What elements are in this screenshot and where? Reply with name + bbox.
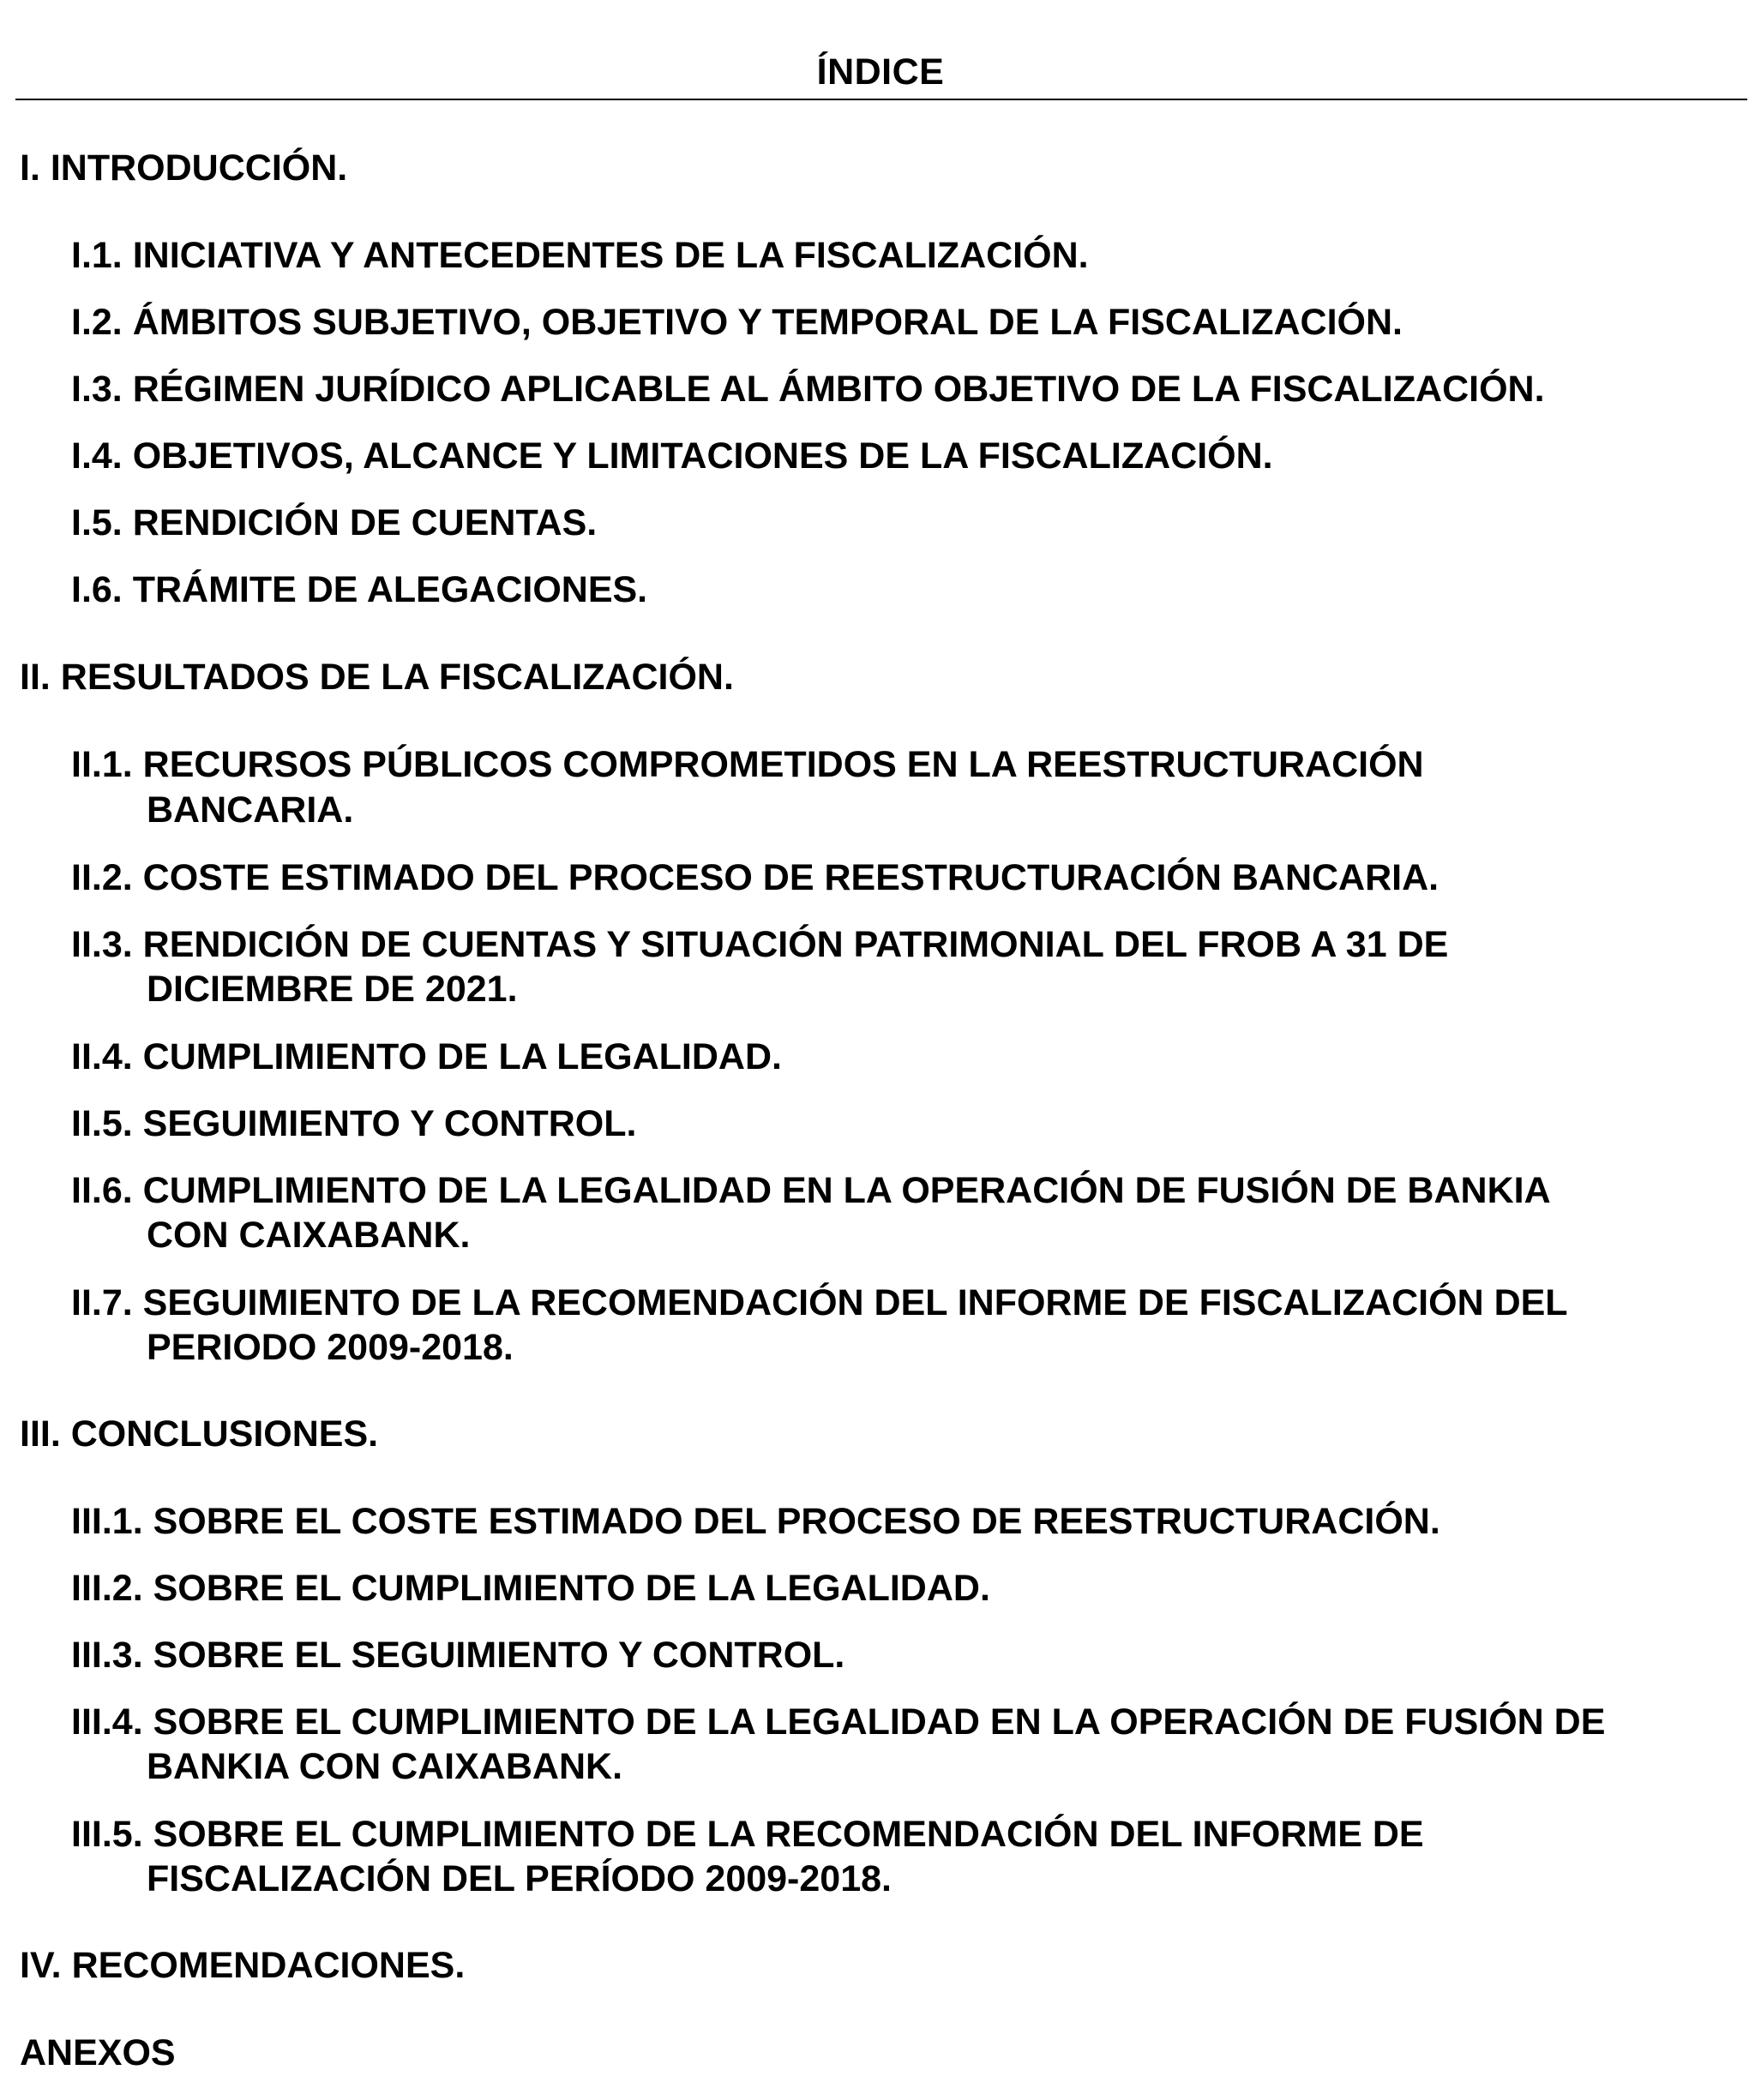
title-underline	[15, 99, 1747, 100]
toc-item-2-5[interactable]: II.5. SEGUIMIENTO Y CONTROL.	[71, 1103, 637, 1144]
toc-section-3[interactable]: III. CONCLUSIONES.	[20, 1413, 379, 1455]
toc-item-3-5-continuation[interactable]: FISCALIZACIÓN DEL PERÍODO 2009-2018.	[147, 1858, 892, 1899]
toc-item-2-4[interactable]: II.4. CUMPLIMIENTO DE LA LEGALIDAD.	[71, 1036, 782, 1077]
toc-item-2-6[interactable]: II.6. CUMPLIMIENTO DE LA LEGALIDAD EN LA OPERACIÓN DE FUSIÓN DE BANKIA	[71, 1170, 1551, 1211]
toc-item-1-3[interactable]: I.3. RÉGIMEN JURÍDICO APLICABLE AL ÁMBITO OBJETIVO DE LA FISCALIZACIÓN.	[71, 369, 1545, 410]
toc-item-2-3-continuation[interactable]: DICIEMBRE DE 2021.	[147, 969, 518, 1010]
toc-section-2[interactable]: II. RESULTADOS DE LA FISCALIZACIÓN.	[20, 657, 734, 698]
toc-item-2-6-continuation[interactable]: CON CAIXABANK.	[147, 1215, 471, 1256]
toc-item-3-3[interactable]: III.3. SOBRE EL SEGUIMIENTO Y CONTROL.	[71, 1635, 845, 1676]
toc-item-1-4[interactable]: I.4. OBJETIVOS, ALCANCE Y LIMITACIONES DE LA FISCALIZACIÓN.	[71, 435, 1273, 477]
toc-item-3-5[interactable]: III.5. SOBRE EL CUMPLIMIENTO DE LA RECOMENDACIÓN DEL INFORME DE	[71, 1814, 1424, 1855]
toc-item-2-2[interactable]: II.2. COSTE ESTIMADO DEL PROCESO DE REESTRUCTURACIÓN BANCARIA.	[71, 857, 1439, 898]
toc-item-1-5[interactable]: I.5. RENDICIÓN DE CUENTAS.	[71, 502, 598, 543]
page-title: ÍNDICE	[816, 51, 945, 93]
toc-section-1[interactable]: I. INTRODUCCIÓN.	[20, 147, 348, 189]
toc-item-1-6[interactable]: I.6. TRÁMITE DE ALEGACIONES.	[71, 569, 648, 610]
toc-item-1-1[interactable]: I.1. INICIATIVA Y ANTECEDENTES DE LA FISCALIZACIÓN.	[71, 235, 1089, 276]
toc-item-1-2[interactable]: I.2. ÁMBITOS SUBJETIVO, OBJETIVO Y TEMPORAL DE LA FISCALIZACIÓN.	[71, 302, 1403, 343]
toc-item-2-7-continuation[interactable]: PERIODO 2009-2018.	[147, 1327, 514, 1368]
toc-section-annexes[interactable]: ANEXOS	[20, 2032, 176, 2073]
toc-item-2-1[interactable]: II.1. RECURSOS PÚBLICOS COMPROMETIDOS EN LA REESTRUCTURACIÓN	[71, 744, 1424, 785]
toc-item-3-1[interactable]: III.1. SOBRE EL COSTE ESTIMADO DEL PROCESO DE REESTRUCTURACIÓN.	[71, 1501, 1440, 1542]
toc-item-3-2[interactable]: III.2. SOBRE EL CUMPLIMIENTO DE LA LEGALIDAD.	[71, 1568, 990, 1609]
toc-item-2-7[interactable]: II.7. SEGUIMIENTO DE LA RECOMENDACIÓN DEL INFORME DE FISCALIZACIÓN DEL	[71, 1282, 1568, 1323]
toc-item-3-4-continuation[interactable]: BANKIA CON CAIXABANK.	[147, 1746, 623, 1787]
toc-item-2-1-continuation[interactable]: BANCARIA.	[147, 789, 354, 831]
toc-item-2-3[interactable]: II.3. RENDICIÓN DE CUENTAS Y SITUACIÓN PATRIMONIAL DEL FROB A 31 DE	[71, 924, 1449, 965]
toc-section-4[interactable]: IV. RECOMENDACIONES.	[20, 1945, 466, 1986]
toc-item-3-4[interactable]: III.4. SOBRE EL CUMPLIMIENTO DE LA LEGALIDAD EN LA OPERACIÓN DE FUSIÓN DE	[71, 1701, 1606, 1743]
